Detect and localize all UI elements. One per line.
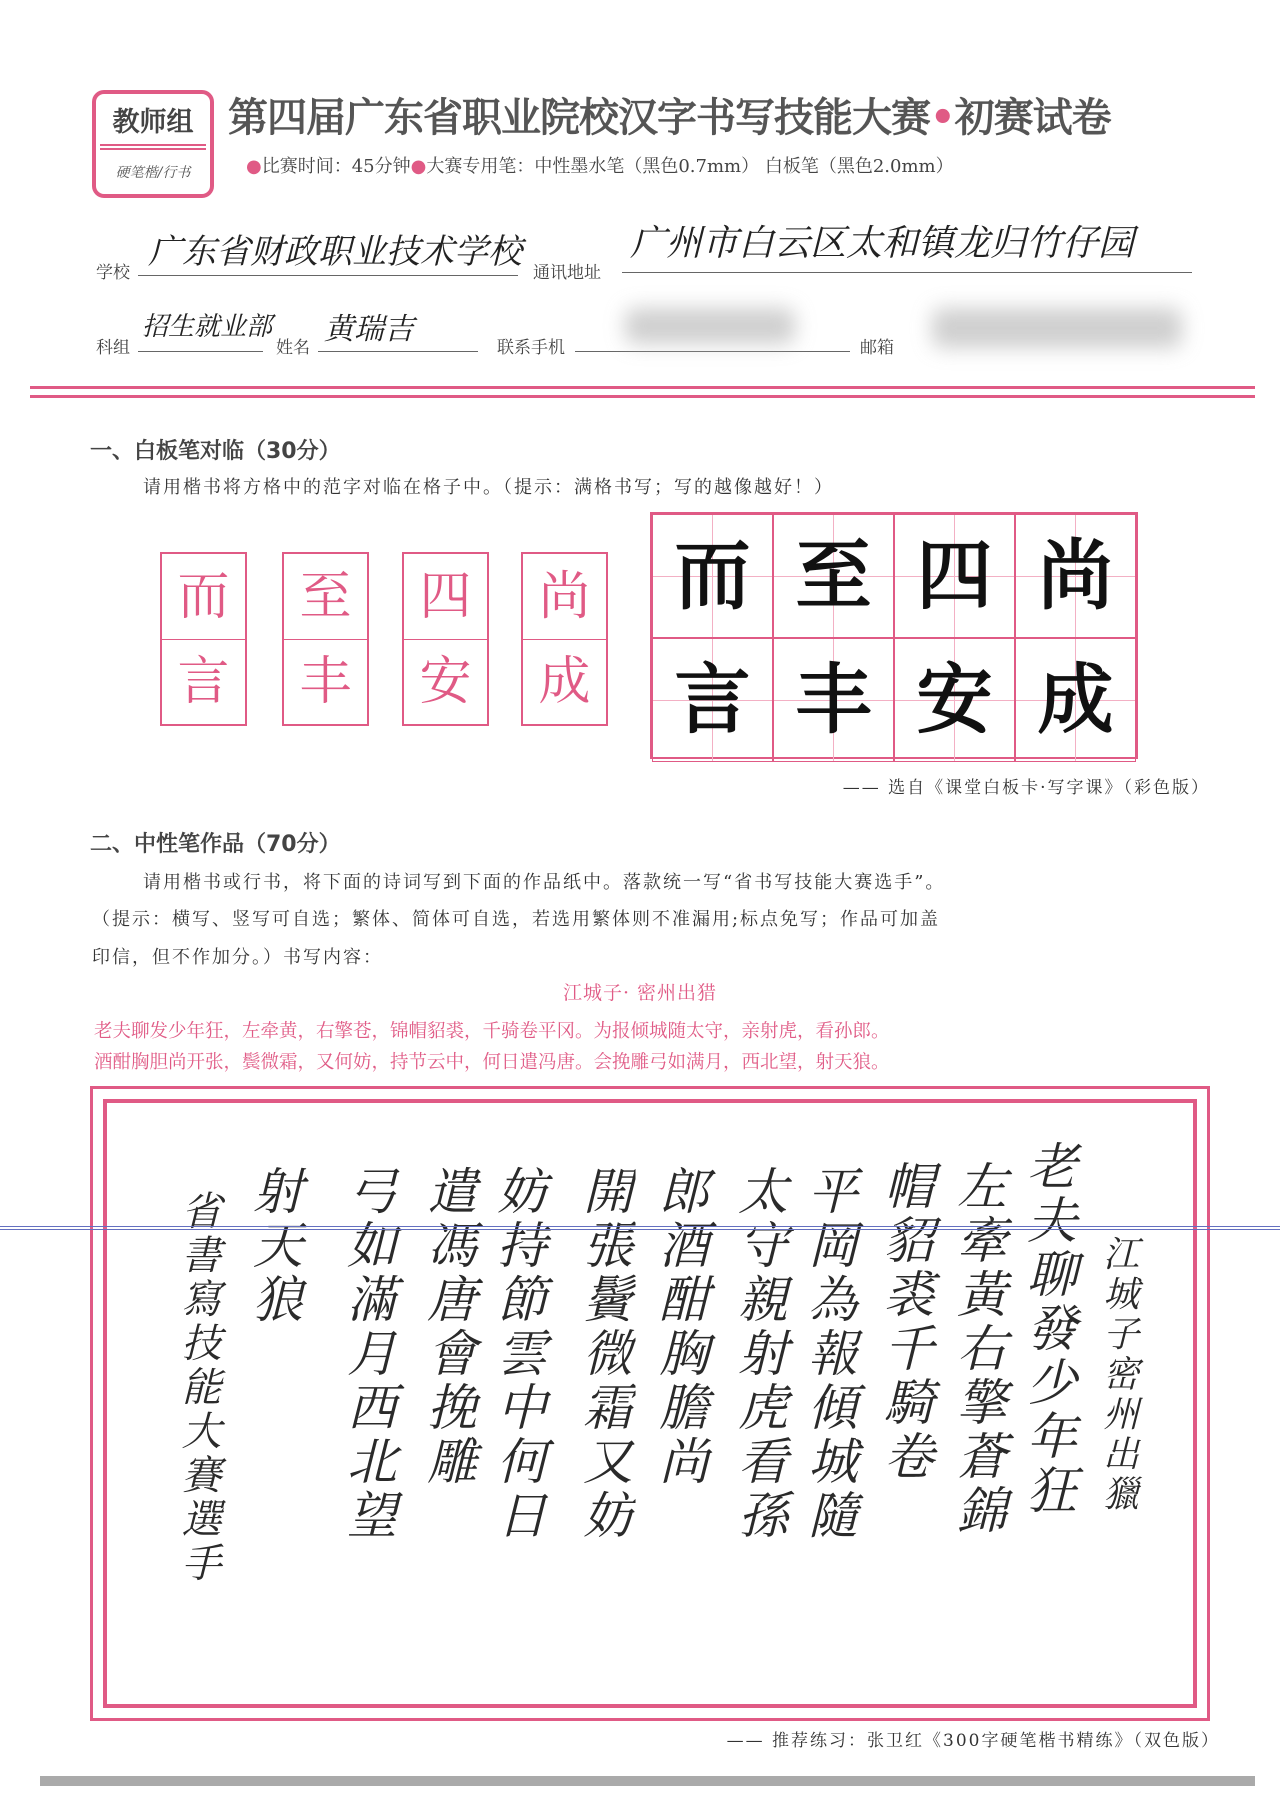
badge-subtitle: 硬笔楷/行书 — [115, 165, 191, 181]
copied-char: 四 — [419, 567, 472, 627]
work-column: 射天狼 — [245, 1165, 303, 1327]
phone-field[interactable] — [575, 300, 850, 352]
title-main: 第四届广东省职业院校汉字书写技能大赛 — [228, 95, 930, 141]
exam-time: 比赛时间：45分钟 — [261, 156, 411, 177]
work-column: 開張鬢微霜又妨 — [575, 1165, 633, 1543]
section2-para1: 请用楷书或行书，将下面的诗词写到下面的作品纸中。落款统一写“省书写技能大赛选手”。 — [143, 872, 946, 893]
section2-para3: 印信，但不作加分。）书写内容： — [92, 947, 383, 968]
email-redacted — [932, 308, 1182, 348]
model-char: 四 — [894, 514, 1015, 638]
work-column: 帽貂裘千騎卷 — [876, 1160, 934, 1484]
name-label: 姓名 — [276, 338, 310, 358]
copy-cell[interactable] — [402, 552, 489, 726]
divider-double-line — [30, 386, 1255, 398]
model-character-grid — [650, 512, 1138, 759]
footer-recommendation: —— 推荐练习：张卫红《300字硬笔楷书精练》（双色版） — [726, 1731, 1220, 1751]
copy-cell[interactable] — [282, 552, 369, 726]
copied-char: 至 — [299, 567, 352, 627]
section2-heading: 二、中性笔作品（70分） — [90, 832, 341, 857]
copied-char: 而 — [177, 567, 230, 627]
model-char: 言 — [652, 638, 773, 762]
scan-line — [0, 1226, 1280, 1230]
school-field[interactable] — [138, 220, 522, 276]
copy-cell[interactable] — [160, 552, 247, 726]
address-field[interactable] — [622, 215, 1192, 273]
copied-char: 成 — [538, 652, 591, 712]
email-label: 邮箱 — [860, 338, 894, 358]
title-dot: • — [930, 95, 955, 141]
dept-field[interactable] — [138, 300, 273, 352]
model-char: 至 — [773, 514, 894, 638]
bottom-bar — [40, 1776, 1255, 1786]
copied-char: 尚 — [538, 567, 591, 627]
copied-char: 言 — [177, 652, 230, 712]
work-column: 太守親射虎看孫 — [730, 1165, 788, 1543]
work-column: 左牽黃右擎蒼錦 — [949, 1160, 1007, 1538]
dept-value: 招生就业部 — [142, 312, 273, 342]
name-value: 黄瑞吉 — [324, 312, 414, 347]
name-field[interactable] — [318, 300, 478, 352]
page-title — [228, 86, 1111, 143]
work-column: 遣馮唐會挽雕 — [419, 1165, 477, 1489]
school-value: 广东省财政职业技术学校 — [148, 232, 522, 272]
phone-label: 联系手机 — [497, 338, 565, 358]
section1-instruction: 请用楷书将方格中的范字对临在格子中。（提示：满格书写；写的越像越好！） — [143, 477, 834, 498]
copied-char: 丰 — [299, 652, 352, 712]
work-column: 老夫聊發少年狂 — [1019, 1140, 1077, 1518]
poem-line-1: 老夫聊发少年狂，左牵黄，右擎苍，锦帽貂裘，千骑卷平冈。为报倾城随太守，亲射虎，看孙郎。 — [94, 1021, 890, 1042]
address-label: 通讯地址 — [533, 263, 601, 283]
section1-source: —— 选自《课堂白板卡·写字课》（彩色版） — [842, 778, 1210, 798]
work-title-column: 江城子密州出獵 — [1097, 1235, 1139, 1515]
work-column: 平岡為報傾城隨 — [800, 1165, 858, 1543]
model-char: 丰 — [773, 638, 894, 762]
address-value: 广州市白云区太和镇龙归竹仔园 — [630, 223, 1135, 264]
exam-info: ●比赛时间：45分钟●大赛专用笔：中性墨水笔（黑色0.7mm） 白板笔（黑色2.0mm） — [246, 156, 954, 177]
phone-redacted — [625, 308, 795, 344]
work-column: 弓如滿月西北望 — [339, 1165, 397, 1543]
model-char: 而 — [652, 514, 773, 638]
work-column: 郎酒酣胸膽尚 — [651, 1165, 709, 1489]
model-char: 安 — [894, 638, 1015, 762]
exam-pen: 大赛专用笔：中性墨水笔（黑色0.7mm） 白板笔（黑色2.0mm） — [426, 156, 954, 177]
badge-divider — [100, 144, 206, 150]
model-char: 尚 — [1015, 514, 1136, 638]
email-field[interactable] — [912, 300, 1192, 352]
group-badge — [92, 90, 214, 198]
copied-char: 安 — [419, 652, 472, 712]
badge-title: 教师组 — [112, 107, 194, 138]
poem-title: 江城子· 密州出猎 — [562, 982, 718, 1004]
copy-cell[interactable] — [521, 552, 608, 726]
dept-label: 科组 — [96, 338, 130, 358]
work-signature: 省書寫技能大賽選手 — [175, 1190, 221, 1586]
poem-line-2: 酒酣胸胆尚开张，鬓微霜，又何妨，持节云中，何日遣冯唐。会挽雕弓如满月，西北望，射天狼。 — [94, 1052, 890, 1073]
section2-para2: （提示：横写、竖写可自选；繁体、简体可自选，若选用繁体则不准漏用;标点免写；作品可加盖 — [92, 909, 941, 930]
section1-heading: 一、白板笔对临（30分） — [90, 439, 341, 464]
model-char: 成 — [1015, 638, 1136, 762]
title-suffix: 初赛试卷 — [954, 95, 1111, 141]
school-label: 学校 — [96, 263, 130, 283]
work-column: 妨持節雲中何日 — [489, 1165, 547, 1543]
